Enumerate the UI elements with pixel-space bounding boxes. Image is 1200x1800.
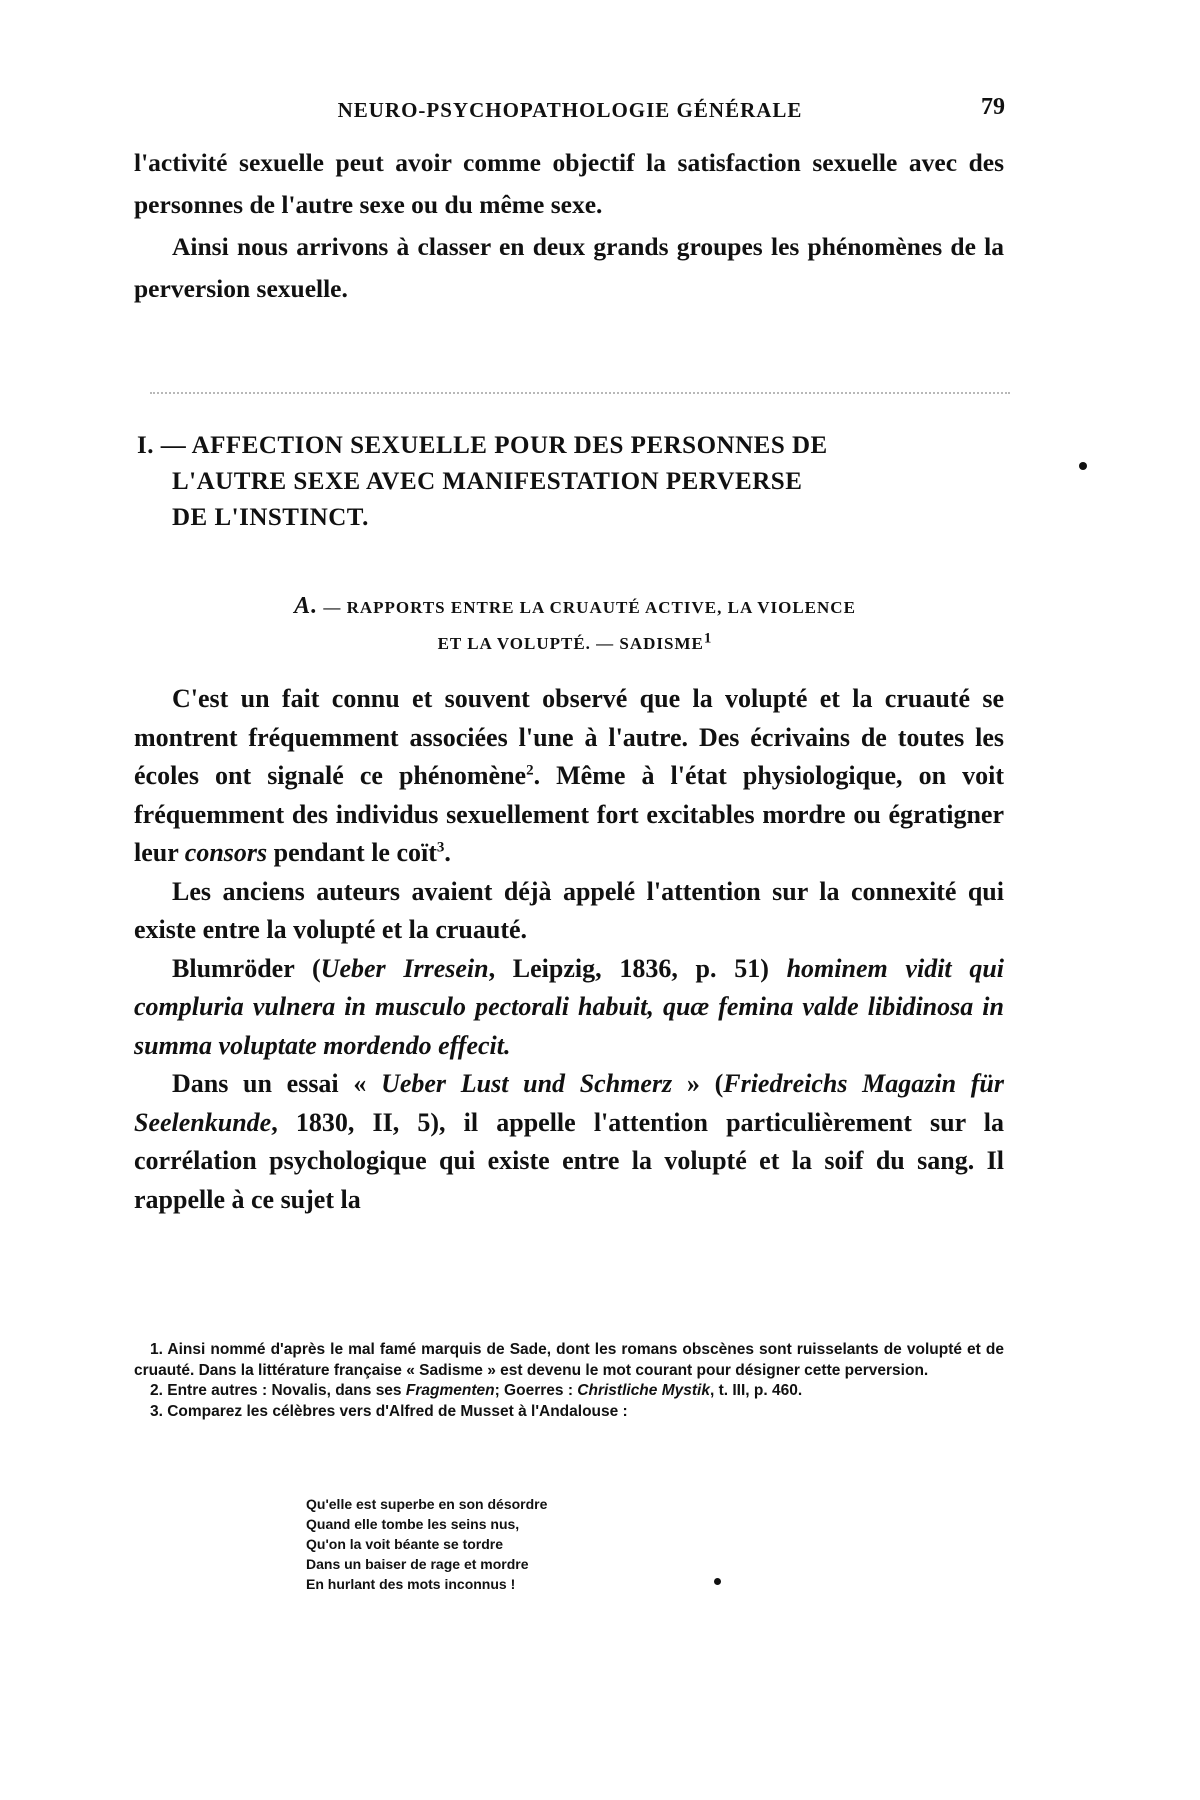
ink-dot-mark <box>714 1578 721 1585</box>
body-italic: hominem vidit qui compluria vulnera in musculo pectorali habuit, quæ femina valde libidinosa in summa voluptate mordendo effecit. <box>134 953 1005 1060</box>
poem-line: Dans un baiser de rage et mordre <box>306 1556 529 1572</box>
page-number: 79 <box>981 94 1005 120</box>
intro-text <box>134 142 1004 310</box>
body-paragraph <box>134 680 1004 873</box>
body-text: Blumröder ( <box>172 953 321 983</box>
footnote <box>134 1381 1004 1402</box>
poem-line: Qu'elle est superbe en son désordre <box>306 1496 548 1512</box>
footnote: 1. Ainsi nommé d'après le mal famé marquis de Sade, dont les romans obscènes sont ruisselants de volupté et de cruauté. Dans la littérature française « Sadisme » est devenu le mot courant pour désigner cette perversion. <box>134 1341 1004 1379</box>
poem-line: En hurlant des mots inconnus ! <box>306 1576 516 1592</box>
body-text: . <box>444 838 451 867</box>
body-italic: Ueber Lust und Schmerz <box>381 1069 673 1098</box>
footnote-text: ; Goerres : <box>494 1382 573 1399</box>
body-text: . Même à l'état physiologique, on voit fréquemment des individus sexuellement fort excitables mordre ou égratigner leur <box>134 761 1005 867</box>
footnote-ref: 1 <box>703 630 713 647</box>
body-text: pendant le coït <box>273 838 437 867</box>
body-paragraph <box>134 1065 1004 1219</box>
margin-dot-mark <box>1079 462 1087 470</box>
main-text <box>134 680 1004 1219</box>
body-text: » ( <box>686 1069 724 1098</box>
footnotes <box>134 1340 1004 1422</box>
footnote-italic: Fragmenten <box>405 1382 495 1399</box>
section-title-line: DE L'INSTINCT. <box>172 504 369 531</box>
footnote: 3. Comparez les célèbres vers d'Alfred de Musset à l'Andalouse : <box>150 1402 628 1420</box>
section-title-line: AFFECTION SEXUELLE POUR DES PERSONNES DE <box>191 432 828 459</box>
poem-quote <box>306 1494 806 1594</box>
body-text: , 1830, II, 5), il appelle l'attention particulièrement sur la corrélation psychologique qui existe entre la volupté et la soif du sang. Il rappelle à ce sujet la <box>134 1107 1004 1214</box>
body-paragraph: Les anciens auteurs avaient déjà appelé l'attention sur la connexité qui existe entre la volupté et la cruauté. <box>134 876 1004 944</box>
footnote-ref: 3 <box>436 839 445 856</box>
body-text: , Leipzig, 1836, p. 51) <box>488 953 769 983</box>
body-text: C'est un fait connu et souvent observé que la volupté et la cruauté se montrent fréquemment associées l'une à l'autre. Des écrivains de toutes les écoles ont signalé ce phénomène <box>134 684 1004 790</box>
running-title: NEURO-PSYCHOPATHOLOGIE GÉNÉRALE <box>337 98 803 122</box>
poem-line: Qu'on la voit béante se tordre <box>306 1536 504 1552</box>
subsection-title-line: — RAPPORTS ENTRE LA CRUAUTÉ ACTIVE, LA VIOLENCE <box>323 598 856 617</box>
body-italic: consors <box>184 838 268 867</box>
body-italic: Ueber Irresein <box>320 953 489 983</box>
intro-paragraph: l'activité sexuelle peut avoir comme objectif la satisfaction sexuelle avec des personnes de l'autre sexe ou du même sexe. <box>134 148 1004 219</box>
footnote-text: 2. Entre autres : Novalis, dans ses <box>150 1382 402 1399</box>
section-divider <box>150 392 1010 394</box>
running-head <box>135 94 1005 134</box>
footnote-italic: Christliche Mystik <box>577 1382 710 1399</box>
subsection-title-line: ET LA VOLUPTÉ. — SADISME <box>437 634 704 653</box>
subsection-heading <box>150 588 1000 662</box>
footnote-ref: 2 <box>526 762 534 779</box>
body-paragraph <box>134 950 1004 1066</box>
poem-line: Quand elle tombe les seins nus, <box>306 1516 520 1532</box>
section-title-line: L'AUTRE SEXE AVEC MANIFESTATION PERVERSE <box>172 468 803 495</box>
footnote-text: , t. III, p. 460. <box>709 1382 803 1399</box>
body-text: Dans un essai « <box>172 1069 367 1098</box>
intro-paragraph: Ainsi nous arrivons à classer en deux grands groupes les phénomènes de la perversion sexuelle. <box>134 232 1004 303</box>
subsection-letter: A. <box>294 593 319 619</box>
section-heading <box>137 428 1002 536</box>
body-italic: Friedreichs Magazin für Seelenkunde <box>134 1069 1005 1137</box>
section-number: I. — <box>137 432 187 459</box>
